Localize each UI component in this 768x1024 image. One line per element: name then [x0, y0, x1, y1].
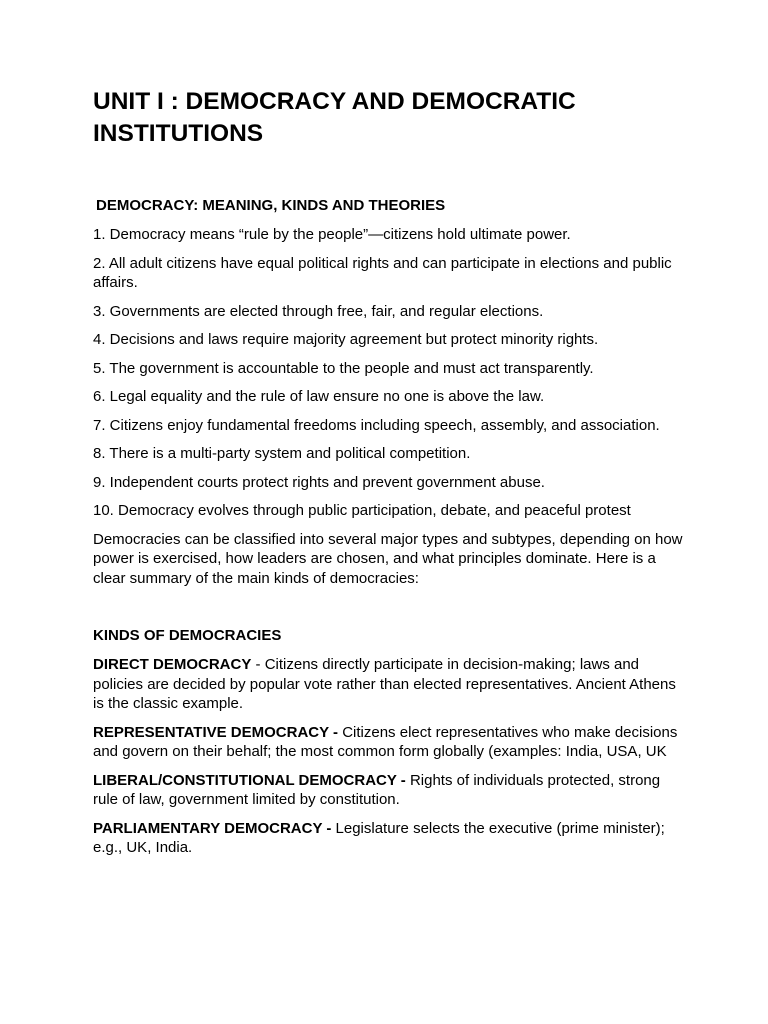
kind-term: LIBERAL/CONSTITUTIONAL DEMOCRACY - [93, 771, 406, 789]
list-item: 7. Citizens enjoy fundamental freedoms including speech, assembly, and association. [93, 416, 660, 434]
kind-direct-democracy [93, 655, 683, 714]
summary-paragraph: Democracies can be classified into several major types and subtypes, depending on how power is exercised, how leaders are chosen, and what principles dominate. Here is a clear summary of the main kinds of democracies: [93, 530, 683, 587]
kind-parliamentary-democracy [93, 819, 683, 858]
list-item: 5. The government is accountable to the people and must act transparently. [93, 359, 594, 377]
section-heading-kinds: KINDS OF DEMOCRACIES [93, 627, 282, 644]
list-item: 6. Legal equality and the rule of law ensure no one is above the law. [93, 388, 545, 405]
kind-term: REPRESENTATIVE DEMOCRACY - [93, 723, 339, 741]
list-item: 10. Democracy evolves through public participation, debate, and peaceful protest [93, 502, 631, 519]
kind-description: Rights of individuals protected, strong rule of law, government limited by constitution. [93, 771, 661, 808]
kind-term: DIRECT DEMOCRACY [93, 656, 252, 673]
list-item: 8. There is a multi-party system and political competition. [93, 445, 471, 462]
kind-representative-democracy [93, 723, 683, 762]
list-item: 4. Decisions and laws require majority agreement but protect minority rights. [93, 331, 599, 348]
list-item: 1. Democracy means “rule by the people”—citizens hold ultimate power. [93, 226, 571, 243]
unit-title: UNIT I : DEMOCRACY AND DEMOCRATIC INSTITUTIONS [93, 88, 576, 147]
list-item: 3. Governments are elected through free, fair, and regular elections. [93, 302, 544, 320]
kind-term: PARLIAMENTARY DEMOCRACY - [93, 819, 332, 837]
kind-liberal-democracy [93, 771, 683, 810]
kind-description: Citizens directly participate in decision-making; laws and policies are decided by popular vote rather than elected representatives. Ancient Athens is the classic example. [93, 656, 676, 712]
kind-separator: - [251, 656, 265, 673]
kind-description: Legislature selects the executive (prime minister); e.g., UK, India. [93, 819, 665, 856]
section-heading-meaning: DEMOCRACY: MEANING, KINDS AND THEORIES [96, 197, 446, 214]
kind-description: Citizens elect representatives who make decisions and govern on their behalf; the most common form globally (examples: India, USA, UK [93, 723, 678, 760]
list-item: 9. Independent courts protect rights and prevent government abuse. [93, 473, 545, 491]
document-content [93, 86, 683, 858]
list-item: 2. All adult citizens have equal political rights and can participate in elections and public affairs. [93, 254, 672, 291]
